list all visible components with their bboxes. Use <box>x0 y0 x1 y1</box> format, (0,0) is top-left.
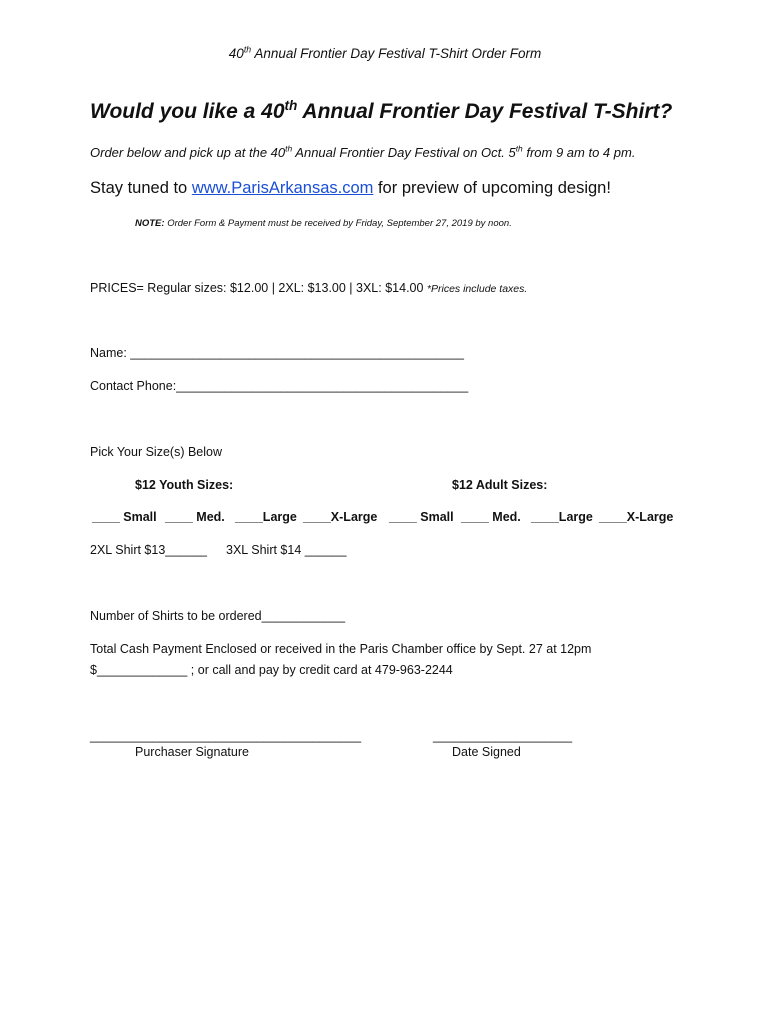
adult-small-option[interactable]: ____ Small <box>389 510 454 524</box>
pickup-info: Order below and pick up at the 40th Annual Frontier Day Festival on Oct. 5th from 9 am to 4 pm. <box>90 143 636 160</box>
date-signed-line[interactable]: ____________________ <box>433 729 573 743</box>
xl2-shirt-field[interactable]: 2XL Shirt $13______ <box>90 543 207 557</box>
youth-small-option[interactable]: ____ Small <box>92 510 157 524</box>
payment-amount-field[interactable]: $_____________ ; or call and pay by credit card at 479-963-2244 <box>90 663 453 677</box>
website-link[interactable]: www.ParisArkansas.com <box>191 179 374 197</box>
contact-phone-field[interactable]: Contact Phone:__________________________________________ <box>90 379 469 393</box>
purchaser-signature-line[interactable]: _______________________________________ <box>90 729 362 743</box>
prices-tax-note: *Prices include taxes. <box>426 283 528 295</box>
prices-line: PRICES= Regular sizes: $12.00 | 2XL: $13.00 | 3XL: $14.00 *Prices include taxes. <box>90 281 528 295</box>
adult-large-option[interactable]: ____Large <box>531 510 593 524</box>
date-signed-label: Date Signed <box>452 745 521 759</box>
sizes-intro: Pick Your Size(s) Below <box>90 445 223 459</box>
page-title: Would you like a 40th Annual Frontier Day Festival T-Shirt? <box>90 98 673 123</box>
youth-xlarge-option[interactable]: ____X-Large <box>303 510 378 524</box>
purchaser-signature-label: Purchaser Signature <box>135 745 249 759</box>
xl3-shirt-field[interactable]: 3XL Shirt $14 ______ <box>226 543 347 557</box>
youth-sizes-heading: $12 Youth Sizes: <box>135 478 234 492</box>
page-header: 40th Annual Frontier Day Festival T-Shirt Order Form <box>228 44 542 61</box>
deadline-note: NOTE: Order Form & Payment must be received by Friday, September 27, 2019 by noon. <box>135 218 512 229</box>
payment-info-line1: Total Cash Payment Enclosed or received in the Paris Chamber office by Sept. 27 at 12pm <box>90 642 592 656</box>
name-field[interactable]: Name: ________________________________________________ <box>90 346 464 360</box>
adult-sizes-heading: $12 Adult Sizes: <box>452 478 548 492</box>
youth-med-option[interactable]: ____ Med. <box>165 510 225 524</box>
adult-med-option[interactable]: ____ Med. <box>461 510 521 524</box>
adult-xlarge-option[interactable]: ____X-Large <box>599 510 674 524</box>
shirt-count-field[interactable]: Number of Shirts to be ordered____________ <box>90 609 346 623</box>
stay-tuned-text: Stay tuned to www.ParisArkansas.com for preview of upcoming design! <box>90 179 611 197</box>
youth-large-option[interactable]: ____Large <box>235 510 297 524</box>
